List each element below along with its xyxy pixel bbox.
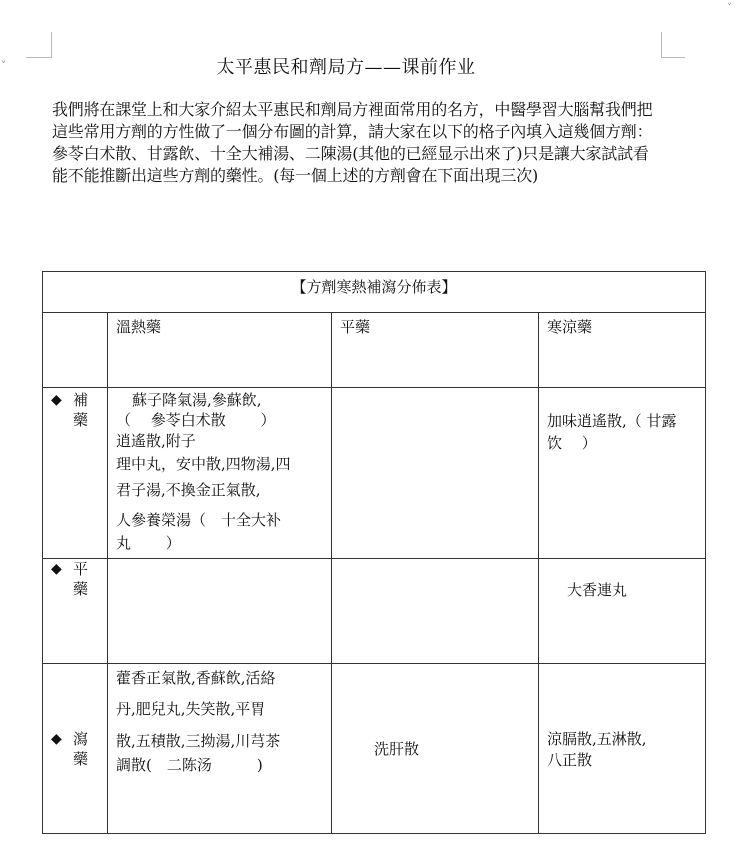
intro-paragraph: 我們將在課堂上和大家介紹太平惠民和劑局方裡面常用的名方，中醫學習大腦幫我們把這些常用方劑的方性做了一個分布圖的計算，請大家在以下的格子內填入這幾個方劑：參苓白术散、甘露飲、十全大補湯、二陳湯(其他的已經显示出來了)只是讓大家試試看能不能推斷出這些方劑的藥性。(每一個上述的方劑會在下面出現三次) [52, 100, 653, 185]
header-warm: 溫熱藥 [108, 313, 332, 388]
diamond-bullet-icon: ◆ [51, 392, 62, 408]
cell-xie-warm-line-4: 調散( 二陈汤 ) [116, 756, 263, 774]
table-caption: 【方劑寒熱補瀉分佈表】 [43, 272, 706, 313]
row-label-bu: 補藥 [73, 391, 89, 429]
cell-xie-cold-line-1: 涼膈散,五淋散, [547, 729, 647, 748]
cell-ping-neutral[interactable] [332, 559, 539, 664]
row-label-cell-bu [43, 388, 108, 559]
cell-bu-warm-line-7: 丸 ） [116, 534, 181, 552]
row-label-xie: 瀉藥 [73, 729, 89, 768]
cell-xie-warm-line-1: 藿香正氣散,香蘇飲,活絡 [116, 669, 276, 687]
ruler-marker-right-icon: ˅ [727, 3, 732, 14]
cell-ping-cold-text: 大香連丸 [567, 581, 628, 599]
cell-bu-cold-line-2: 饮 ） [547, 434, 597, 452]
cell-bu-warm-line-6: 人參養榮湯（ 十全大补 [116, 511, 282, 529]
cell-xie-neutral[interactable] [332, 664, 539, 834]
cell-xie-neutral-text: 洗肝散 [374, 739, 420, 758]
distribution-table [42, 271, 706, 834]
diamond-bullet-icon: ◆ [51, 561, 62, 577]
row-label-ping: 平藥 [73, 560, 89, 598]
row-label-cell-ping [43, 559, 108, 664]
header-neutral: 平藥 [332, 313, 539, 388]
cell-bu-warm-line-4: 理中丸，安中散,四物湯,四 [116, 455, 291, 473]
cell-bu-warm-line-3: 逍遙散,附子 [116, 432, 196, 450]
cell-xie-cold[interactable] [539, 664, 706, 834]
crop-mark-left-vertical [51, 32, 52, 58]
cell-bu-neutral[interactable] [332, 388, 539, 559]
cell-bu-warm-line-5: 君子湯,不換金正氣散, [116, 481, 261, 499]
cell-bu-cold-line-1: 加味逍遙散,（ 甘露 [547, 412, 677, 430]
cell-bu-warm-line-2: （ 參苓白术散 ） [116, 411, 276, 429]
header-cold: 寒涼藥 [539, 313, 706, 388]
cell-xie-warm-line-3: 散,五積散,三拗湯,川芎茶 [116, 732, 281, 750]
cell-ping-warm[interactable] [108, 559, 332, 664]
document-title: 太平惠民和劑局方——课前作业 [216, 57, 476, 78]
cell-bu-warm-line-1: 蘇子降氣湯,參蘇飲, [132, 391, 262, 409]
row-label-cell-xie [43, 664, 108, 834]
header-corner-cell [43, 313, 108, 388]
cell-xie-warm-line-2: 丹,肥兒丸,失笑散,平胃 [116, 700, 266, 718]
cell-bu-cold[interactable] [539, 388, 706, 559]
cell-ping-cold[interactable] [539, 559, 706, 664]
diamond-bullet-icon: ◆ [51, 730, 62, 747]
crop-mark-right-vertical [661, 32, 662, 58]
cell-xie-warm[interactable] [108, 664, 332, 834]
ruler-marker-left-icon: ˅ [1, 61, 6, 72]
cell-xie-cold-line-2: 八正散 [547, 750, 593, 769]
cell-bu-warm[interactable] [108, 388, 332, 559]
